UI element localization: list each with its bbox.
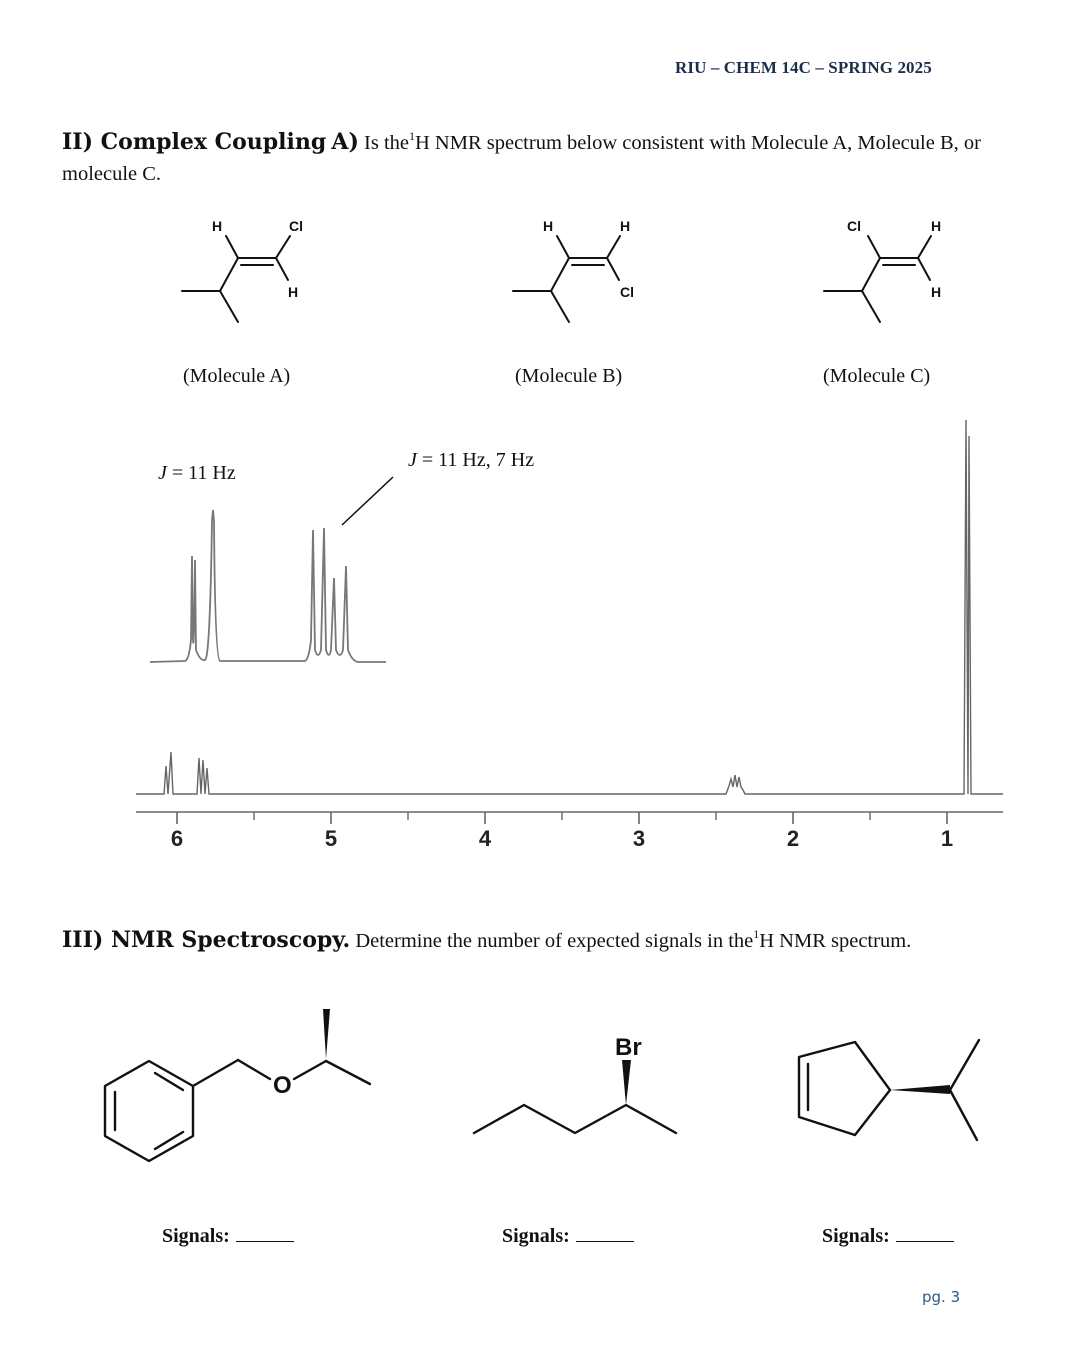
signals-label: Signals: bbox=[162, 1225, 230, 1247]
coupling-value: = 11 Hz, 7 Hz bbox=[416, 449, 535, 471]
question-3-title: III) NMR Spectroscopy. bbox=[62, 927, 351, 953]
molecule-b-atom-cl: Cl bbox=[620, 284, 634, 300]
answer-blank-3[interactable] bbox=[896, 1240, 954, 1242]
molecule-a-atom-h-top: H bbox=[212, 218, 223, 234]
molecule-c-atom-cl: Cl bbox=[847, 218, 861, 234]
wedge-bond-isopropyl bbox=[890, 1085, 950, 1094]
structure-3-cyclopentene bbox=[799, 1040, 979, 1140]
page-number: pg. 3 bbox=[922, 1288, 961, 1306]
structure-2-bromopentane bbox=[474, 1105, 676, 1133]
question-2-title: II) Complex Coupling bbox=[62, 129, 327, 155]
wedge-bond-ether bbox=[323, 1009, 330, 1059]
answer-blank-1[interactable] bbox=[236, 1240, 294, 1242]
molecule-a-atom-cl: Cl bbox=[289, 218, 303, 234]
x-axis-tick-label: 3 bbox=[632, 826, 646, 851]
signals-answer-2 bbox=[502, 1225, 634, 1248]
coupling-j-symbol: J bbox=[158, 462, 167, 484]
question-2-text-b: H NMR spectrum below consistent with Molecule A, Molecule B, or molecule C. bbox=[62, 132, 981, 185]
x-axis-tick-label: 1 bbox=[940, 826, 954, 851]
course-header: RIU – CHEM 14C – SPRING 2025 bbox=[675, 58, 932, 77]
x-axis-tick-label: 4 bbox=[478, 826, 492, 851]
superscript-1: 1 bbox=[753, 927, 760, 941]
coupling-j-symbol: J bbox=[408, 449, 417, 471]
x-axis-tick-label: 2 bbox=[786, 826, 800, 851]
question-3-text-b: H NMR spectrum. bbox=[759, 930, 912, 952]
question-2-part: A) bbox=[331, 129, 359, 155]
answer-blank-2[interactable] bbox=[576, 1240, 634, 1242]
x-axis-tick-label: 5 bbox=[324, 826, 338, 851]
molecule-b-atom-h-left: H bbox=[543, 218, 554, 234]
signals-label: Signals: bbox=[822, 1225, 890, 1247]
question-2-text-a: Is the bbox=[364, 132, 409, 154]
signals-answer-1 bbox=[162, 1225, 294, 1248]
molecule-a-label: (Molecule A) bbox=[183, 365, 291, 387]
signals-label: Signals: bbox=[502, 1225, 570, 1247]
signals-answer-3 bbox=[822, 1225, 954, 1248]
structure-1-benzyl-ether bbox=[105, 1060, 370, 1161]
x-axis-tick-label: 6 bbox=[170, 826, 184, 851]
molecule-a-atom-h-bottom: H bbox=[288, 284, 299, 300]
superscript-1: 1 bbox=[409, 129, 415, 143]
coupling-value: = 11 Hz bbox=[166, 462, 236, 484]
molecule-c-label: (Molecule C) bbox=[823, 365, 931, 387]
bromine-atom-label: Br bbox=[615, 1034, 642, 1061]
molecule-c-atom-h-bottom: H bbox=[931, 284, 942, 300]
molecule-b-atom-h-right: H bbox=[620, 218, 631, 234]
question-3-text-a: Determine the number of expected signals in the bbox=[355, 930, 754, 952]
oxygen-atom-label: O bbox=[273, 1072, 292, 1099]
molecule-b-label: (Molecule B) bbox=[515, 365, 623, 387]
molecule-c-atom-h-top: H bbox=[931, 218, 942, 234]
wedge-bond-bromine bbox=[622, 1060, 631, 1105]
